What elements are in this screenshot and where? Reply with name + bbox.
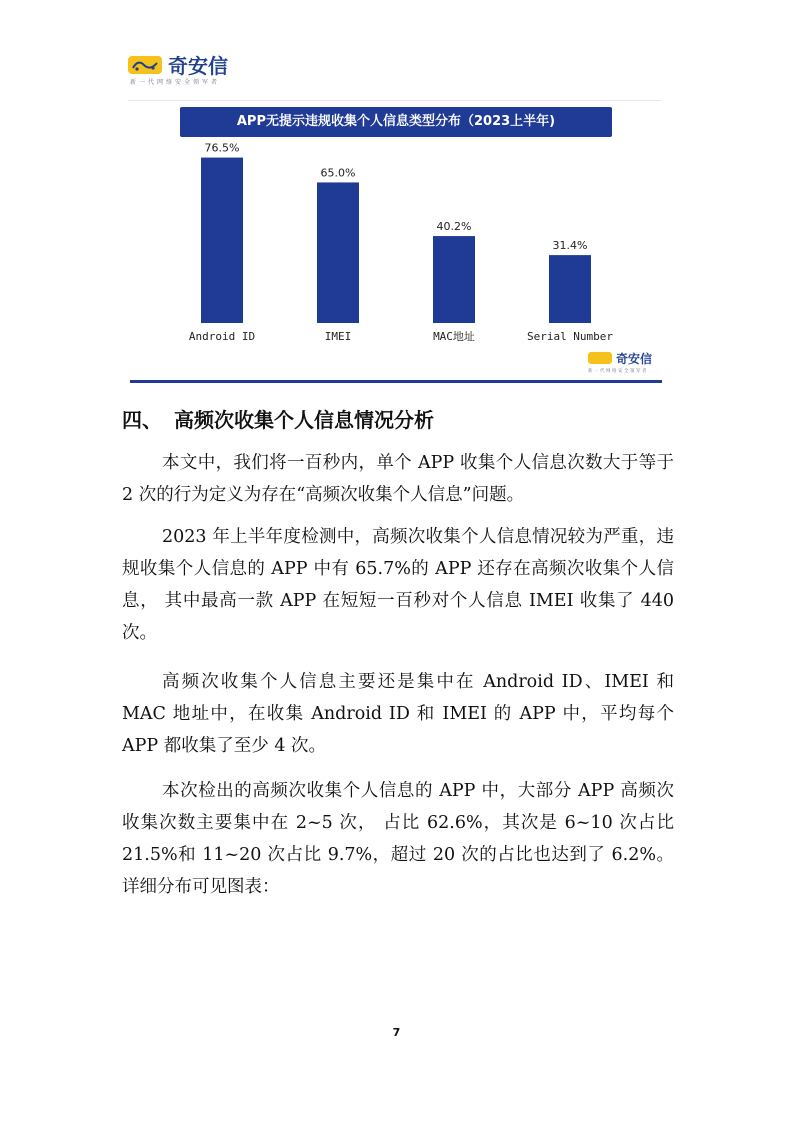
category-label-1: Android ID: [188, 330, 256, 343]
data-label-2: 65.0%: [320, 166, 356, 180]
header-divider: [128, 100, 662, 101]
category-label-2: IMEI: [324, 330, 352, 343]
paragraph-2: 2023 年上半年度检测中，高频次收集个人信息情况较为严重，违规收集个人信息的 APP 中有 65.7%的 APP 还存在高频次收集个人信息， 其中最高一款 APP 在短短一百秒对个人信息 IMEI 收集了 440 次。: [122, 527, 674, 643]
bar-4: [549, 255, 591, 323]
qianxin-logo-mark-icon: [128, 54, 162, 76]
data-label-1: 76.5%: [204, 141, 240, 155]
category-label-3: MAC地址: [433, 330, 475, 343]
category-label-4: Serial Number: [526, 330, 614, 343]
watermark-mark-icon: [588, 352, 612, 364]
brand-tagline: 新一代网络安全领军者: [130, 79, 221, 86]
qianxin-logo: [128, 50, 248, 90]
chart-bottom-rule: [130, 380, 662, 383]
paragraph-3: 高频次收集个人信息主要还是集中在 Android ID、IMEI 和 MAC 地址中，在收集 Android ID 和 IMEI 的 APP 中，平均每个 APP 都收集了至少 4 次。: [122, 672, 674, 756]
bar-2: [317, 182, 359, 323]
page-number: 7: [392, 1026, 401, 1039]
watermark-brand: 奇安信: [616, 352, 653, 366]
chart-watermark-logo: [588, 351, 652, 374]
section-number: 四、: [122, 408, 162, 432]
section-title: 高频次收集个人信息情况分析: [174, 408, 434, 432]
chart-title: APP无提示违规收集个人信息类型分布（2023上半年): [180, 107, 612, 137]
bar-chart: [130, 140, 662, 380]
bar-3: [433, 236, 475, 323]
watermark-tagline: 新一代网络安全领军者: [588, 369, 648, 374]
data-label-4: 31.4%: [552, 239, 588, 253]
paragraph-1: 本文中，我们将一百秒内，单个 APP 收集个人信息次数大于等于 2 次的行为定义为存在“高频次收集个人信息”问题。: [122, 453, 674, 505]
data-label-3: 40.2%: [436, 220, 472, 234]
section-heading: [122, 404, 434, 433]
paragraph-4: 本次检出的高频次收集个人信息的 APP 中，大部分 APP 高频次收集次数主要集中在 2~5 次， 占比 62.6%，其次是 6~10 次占比 21.5%和 11~20 次占比 9.7%，超过 20 次的占比也达到了 6.2%。详细分布可见图表：: [122, 781, 674, 897]
brand-name: 奇安信: [168, 54, 228, 78]
bar-1: [201, 158, 243, 323]
